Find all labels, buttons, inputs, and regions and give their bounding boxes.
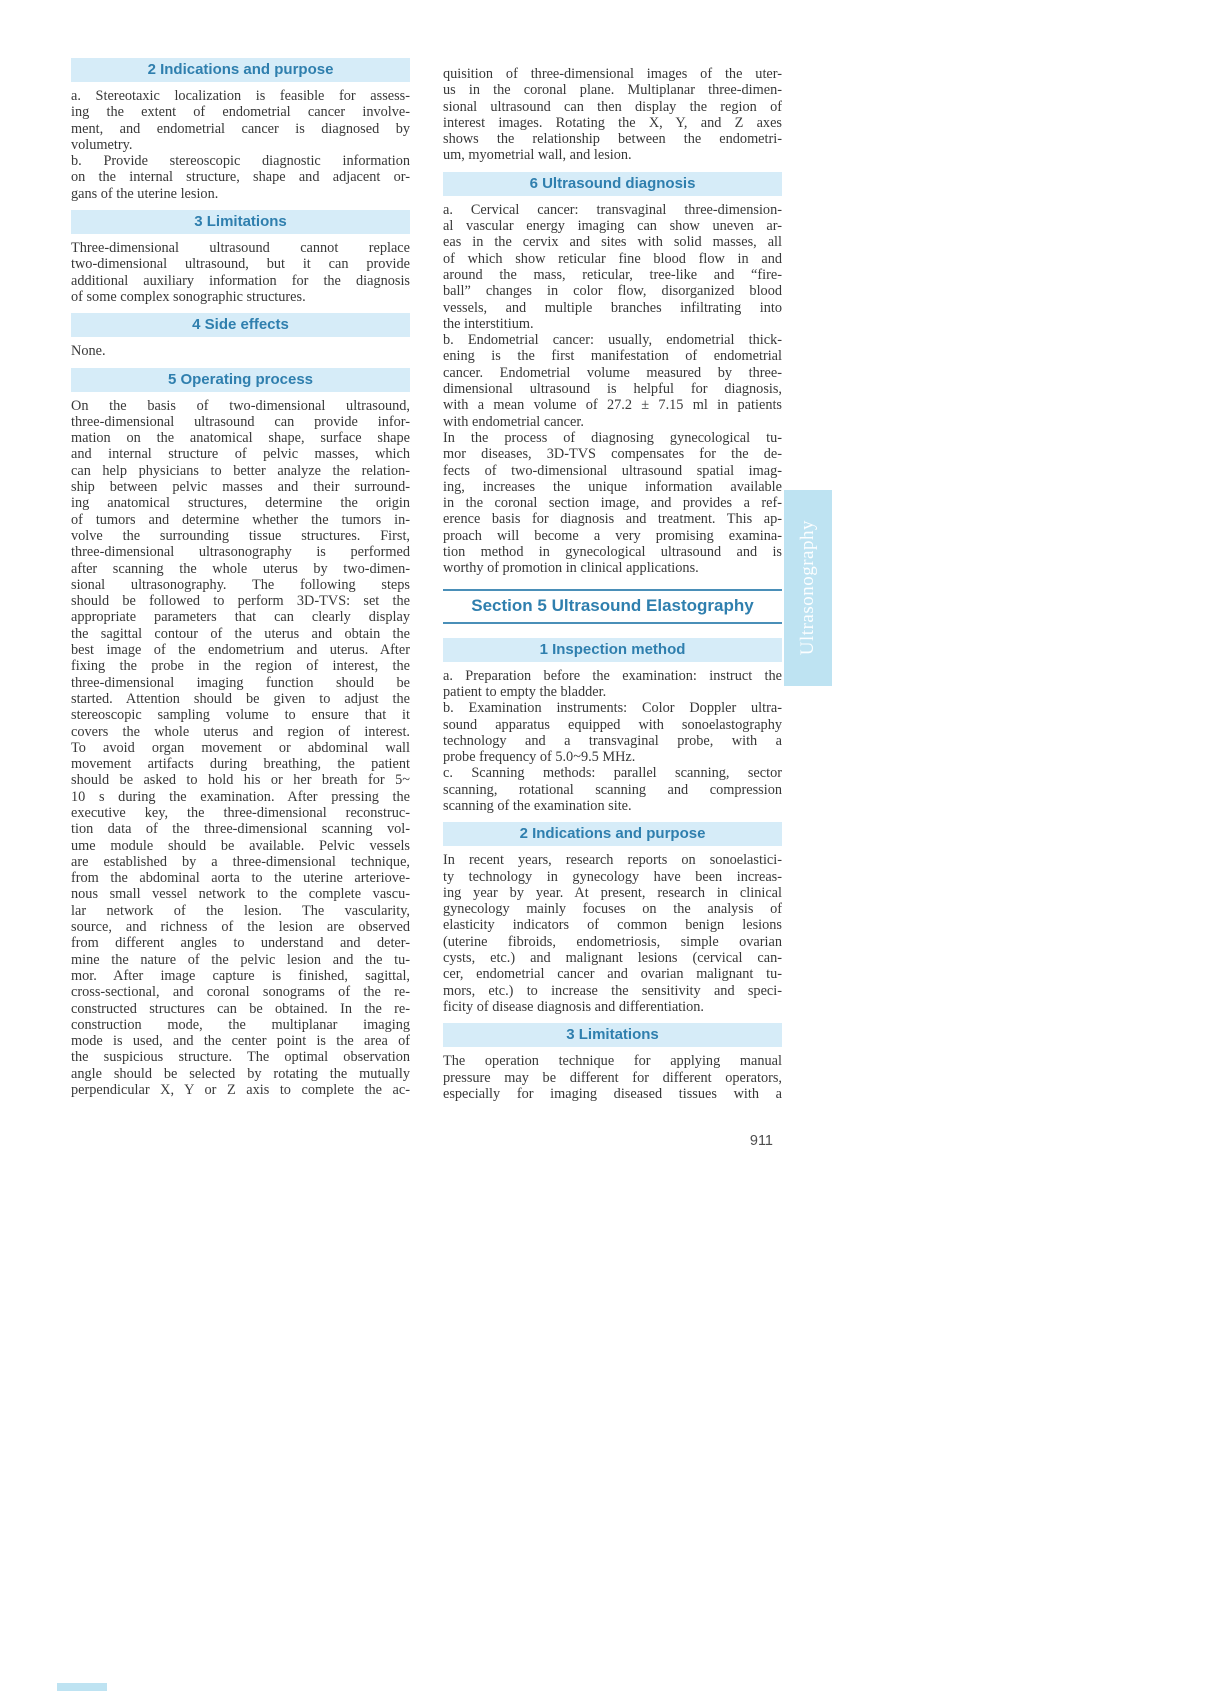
chapter-section-heading: Section 5 Ultrasound Elastography: [443, 589, 782, 624]
text-line: can help physicians to better analyze the relation-: [71, 462, 410, 479]
text-line: None.: [71, 343, 106, 360]
paragraph: [443, 1053, 782, 1102]
text-line: movement artifacts during breathing, the patient: [71, 756, 410, 773]
footer-edge-mark: [57, 1683, 107, 1691]
section-header-bar: 2 Indications and purpose: [443, 822, 782, 846]
text-line: mation on the anatomical shape, surface shape: [71, 430, 410, 447]
text-line: Three-dimensional ultrasound cannot replace: [71, 240, 410, 257]
left-column: [71, 58, 410, 1098]
text-line: shows the relationship between the endometri-: [443, 131, 782, 148]
text-line: cancer. Endometrial volume measured by three-: [443, 364, 782, 381]
text-line: ment, and endometrial cancer is diagnosed by: [71, 120, 410, 137]
text-line: um, myometrial wall, and lesion.: [443, 147, 632, 164]
text-line: b. Provide stereoscopic diagnostic information: [71, 153, 410, 170]
text-line: ficity of disease diagnosis and differentiation.: [443, 998, 704, 1015]
text-line: cysts, etc.) and malignant lesions (cervical can-: [443, 950, 782, 967]
text-line: three-dimensional imaging function should be: [71, 674, 410, 691]
section-header-bar: 2 Indications and purpose: [71, 58, 410, 82]
chapter-side-tab: [784, 490, 832, 686]
text-line: 10 s during the examination. After pressing the: [71, 788, 410, 805]
text-line: the suspicious structure. The optimal observation: [71, 1049, 410, 1066]
text-line: sound apparatus equipped with sonoelastography: [443, 716, 782, 733]
text-line: sional ultrasound can then display the region of: [443, 98, 782, 115]
text-line: from the abdominal aorta to the uterine arteriove-: [71, 870, 410, 887]
text-line: lar network of the lesion. The vascularity,: [71, 902, 410, 919]
text-line: ship between pelvic masses and their surround-: [71, 479, 410, 496]
text-line: construction mode, the multiplanar imaging: [71, 1016, 410, 1033]
paragraph: [71, 88, 410, 153]
paragraph: [71, 153, 410, 202]
paragraph: [443, 668, 782, 701]
text-line: two-dimensional ultrasound, but it can provide: [71, 256, 410, 273]
text-line: additional auxiliary information for the diagnosis: [71, 272, 410, 289]
text-line: b. Endometrial cancer: usually, endometrial thick-: [443, 332, 782, 349]
text-line: appropriate parameters that can clearly display: [71, 609, 410, 626]
text-line: ing year by year. At present, research in clinical: [443, 884, 782, 901]
text-line: mode is used, and the center point is the area of: [71, 1033, 410, 1050]
text-line: cross-sectional, and coronal sonograms of the re-: [71, 984, 410, 1001]
text-line: mor diseases, 3D-TVS compensates for the de-: [443, 446, 782, 463]
text-line: and internal structure of pelvic masses, which: [71, 446, 410, 463]
text-line: scanning, rotational scanning and compression: [443, 781, 782, 798]
text-line: In recent years, research reports on sonoelastici-: [443, 852, 782, 869]
text-line: sional ultrasonography. The following steps: [71, 576, 410, 593]
text-line: the interstitium.: [443, 315, 534, 332]
section-header-bar: 3 Limitations: [71, 210, 410, 234]
text-line: gans of the uterine lesion.: [71, 185, 219, 202]
text-line: b. Examination instruments: Color Doppler ultra-: [443, 700, 782, 717]
paragraph: [443, 765, 782, 814]
text-line: covers the whole uterus and region of interest.: [71, 723, 410, 740]
text-line: constructed structures can be obtained. In the re-: [71, 1000, 410, 1017]
text-line: executive key, the three-dimensional reconstruc-: [71, 804, 410, 821]
text-line: volumetry.: [71, 136, 133, 153]
paragraph: [443, 66, 782, 164]
text-line: best image of the endometrium and uterus. After: [71, 642, 410, 659]
text-line: patient to empty the bladder.: [443, 683, 607, 700]
text-line: angle should be selected by rotating the mutually: [71, 1065, 410, 1082]
paragraph: [443, 202, 782, 332]
text-line: ing, increases the unique information available: [443, 478, 782, 495]
text-line: with a mean volume of 27.2 ± 7.15 ml in patients: [443, 397, 782, 414]
text-line: erence basis for diagnosis and treatment. This ap-: [443, 511, 782, 528]
text-line: probe frequency of 5.0~9.5 MHz.: [443, 749, 636, 766]
text-line: interest images. Rotating the X, Y, and Z axes: [443, 114, 782, 131]
section-header-bar: 4 Side effects: [71, 313, 410, 337]
text-line: mine the nature of the pelvic lesion and the tu-: [71, 951, 410, 968]
text-line: ume module should be available. Pelvic vessels: [71, 837, 410, 854]
text-line: after scanning the whole uterus by two-dimen-: [71, 560, 410, 577]
paragraph: [443, 700, 782, 765]
paragraph: [71, 343, 410, 359]
paragraph: [443, 852, 782, 1015]
text-line: a. Cervical cancer: transvaginal three-dimension-: [443, 201, 782, 218]
text-line: scanning of the examination site.: [443, 797, 632, 814]
text-line: proach will become a very promising examina-: [443, 527, 782, 544]
text-line: tion data of the three-dimensional scanning vol-: [71, 821, 410, 838]
text-line: worthy of promotion in clinical applications.: [443, 560, 699, 577]
text-line: a. Stereotaxic localization is feasible for assess-: [71, 88, 410, 104]
text-line: are established by a three-dimensional technique,: [71, 853, 410, 870]
text-line: around the mass, reticular, tree-like and “fire-: [443, 266, 782, 283]
text-line: on the internal structure, shape and adjacent or-: [71, 169, 410, 186]
text-line: of tumors and determine whether the tumors in-: [71, 511, 410, 528]
section-header-bar: 3 Limitations: [443, 1023, 782, 1047]
text-line: ening is the first manifestation of endometrial: [443, 348, 782, 365]
text-line: especially for imaging diseased tissues with a: [443, 1085, 782, 1102]
paragraph: [443, 332, 782, 430]
text-line: On the basis of two-dimensional ultrasound,: [71, 397, 410, 414]
paragraph: [71, 398, 410, 1099]
text-line: eas in the cervix and sites with solid masses, all: [443, 234, 782, 251]
text-line: perpendicular X, Y or Z axis to complete the ac-: [71, 1082, 410, 1099]
text-line: technology and a transvaginal probe, with a: [443, 732, 782, 749]
text-line: volve the surrounding tissue structures. First,: [71, 527, 410, 544]
text-line: ing anatomical structures, determine the origin: [71, 495, 410, 512]
text-line: al vascular energy imaging can show uneven ar-: [443, 218, 782, 235]
text-line: cer, endometrial cancer and ovarian malignant tu-: [443, 966, 782, 983]
text-line: of which show reticular fine blood flow in and: [443, 250, 782, 267]
text-line: should be followed to perform 3D-TVS: set the: [71, 593, 410, 610]
text-line: us in the coronal plane. Multiplanar three-dimen-: [443, 82, 782, 99]
text-line: (uterine fibroids, endometriosis, simple ovarian: [443, 933, 782, 950]
text-line: ball” changes in color flow, disorganized blood: [443, 283, 782, 300]
text-line: To avoid organ movement or abdominal wall: [71, 739, 410, 756]
section-header-bar: 5 Operating process: [71, 368, 410, 392]
chapter-side-tab-label: Ultrasonography: [797, 520, 818, 656]
text-line: gynecology mainly focuses on the analysis of: [443, 901, 782, 918]
text-line: ty technology in gynecology have been increas-: [443, 868, 782, 885]
page-number: 911: [749, 1133, 773, 1149]
text-line: dimensional ultrasound is helpful for diagnosis,: [443, 381, 782, 398]
text-line: In the process of diagnosing gynecological tu-: [443, 429, 782, 446]
text-line: The operation technique for applying manual: [443, 1053, 782, 1070]
paragraph: [71, 240, 410, 305]
text-line: nous small vessel network to the complete vascu-: [71, 886, 410, 903]
text-line: mor. After image capture is finished, sagittal,: [71, 967, 410, 984]
section-header-bar: 1 Inspection method: [443, 638, 782, 662]
text-line: vessels, and multiple branches infiltrating into: [443, 299, 782, 316]
text-line: of some complex sonographic structures.: [71, 288, 306, 305]
text-line: should be asked to hold his or her breath for 5~: [71, 772, 410, 789]
text-line: in the coronal section image, and provides a ref-: [443, 495, 782, 512]
text-line: from different angles to understand and deter-: [71, 935, 410, 952]
text-line: fixing the probe in the region of interest, the: [71, 658, 410, 675]
text-line: fects of two-dimensional ultrasound spatial imag-: [443, 462, 782, 479]
text-line: pressure may be different for different operators,: [443, 1069, 782, 1086]
text-line: c. Scanning methods: parallel scanning, sector: [443, 765, 782, 782]
text-line: with endometrial cancer.: [443, 413, 584, 430]
text-line: three-dimensional ultrasonography is performed: [71, 544, 410, 561]
text-line: a. Preparation before the examination: instruct the: [443, 667, 782, 684]
text-line: tion method in gynecological ultrasound and is: [443, 544, 782, 561]
text-line: quisition of three-dimensional images of the uter-: [443, 66, 782, 82]
text-line: three-dimensional ultrasound can provide infor-: [71, 413, 410, 430]
text-line: started. Attention should be given to adjust the: [71, 690, 410, 707]
text-line: the sagittal contour of the uterus and obtain the: [71, 625, 410, 642]
text-line: stereoscopic sampling volume to ensure that it: [71, 707, 410, 724]
paragraph: [443, 430, 782, 577]
text-line: elasticity indicators of common benign lesions: [443, 917, 782, 934]
text-line: source, and richness of the lesion are observed: [71, 919, 410, 936]
section-header-bar: 6 Ultrasound diagnosis: [443, 172, 782, 196]
right-column: [443, 58, 782, 1102]
text-line: mors, etc.) to increase the sensitivity and speci-: [443, 982, 782, 999]
text-line: ing the extent of endometrial cancer involve-: [71, 104, 410, 121]
